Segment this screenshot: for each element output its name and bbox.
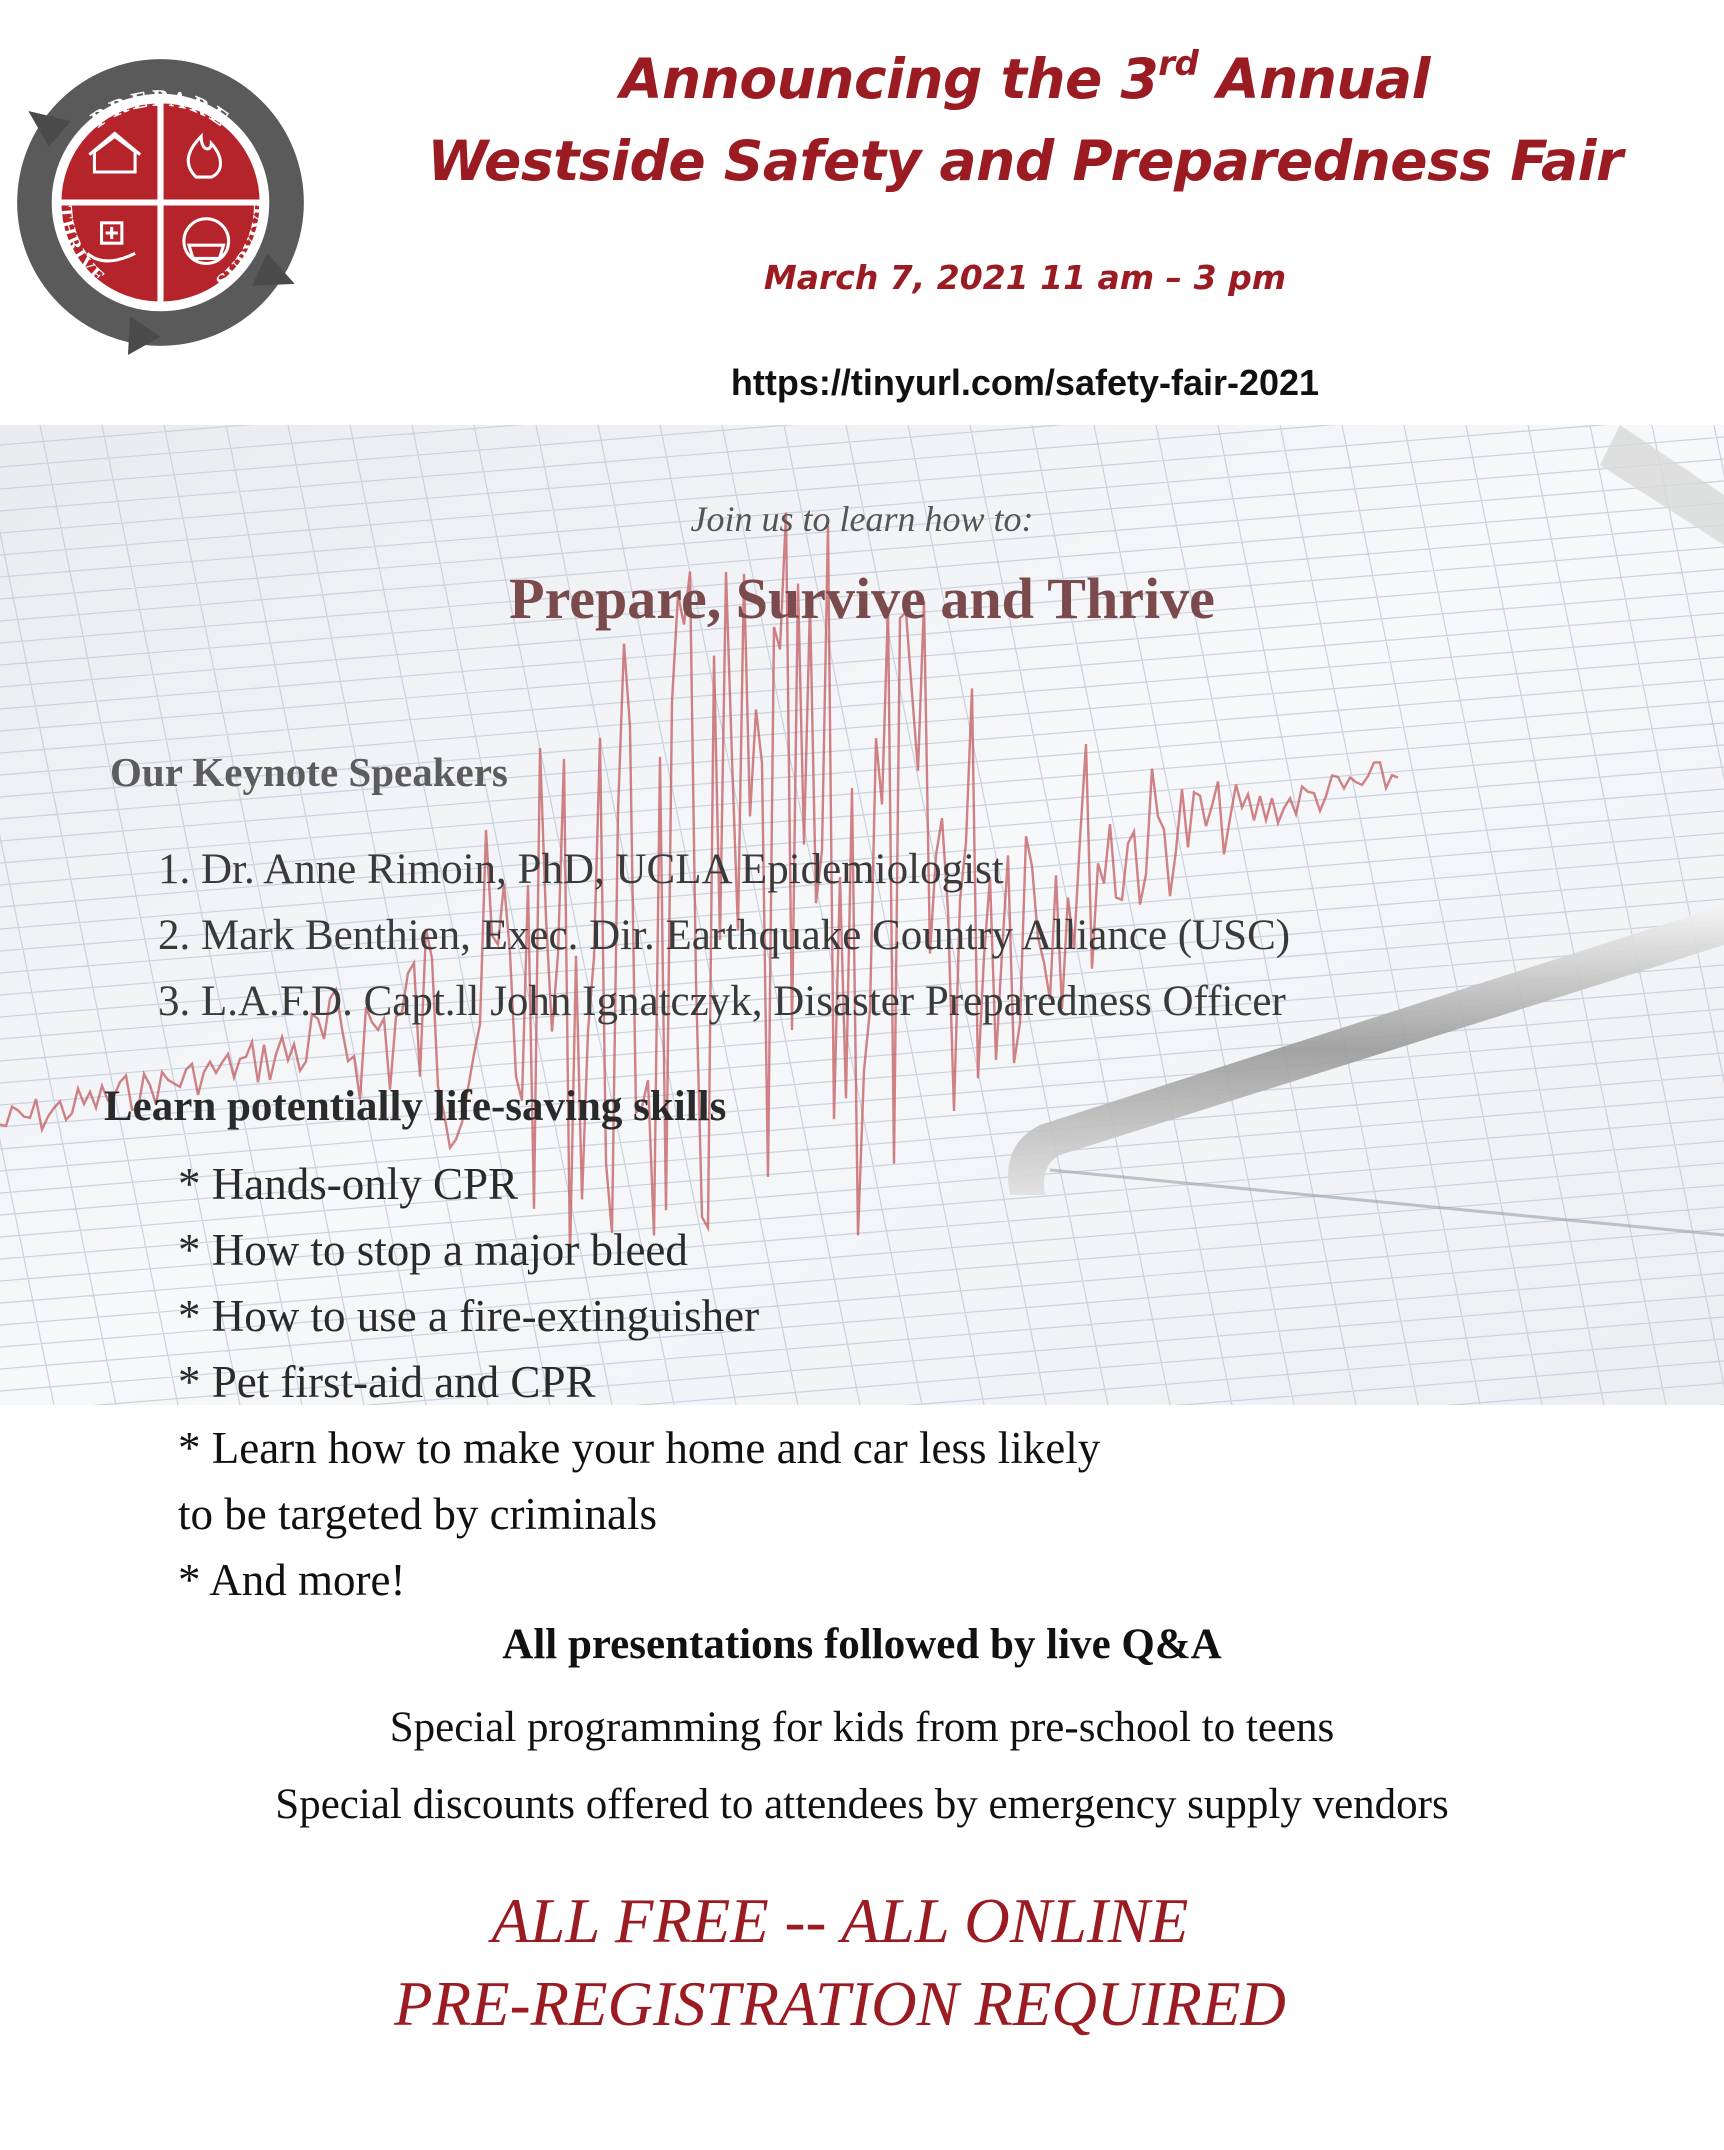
cta-preregistration: PRE-REGISTRATION REQUIRED [394,1969,1286,2039]
join-intro: Join us to learn how to: [690,499,1034,539]
skill-item-continuation: to be targeted by criminals [178,1489,658,1539]
title-prefix: Announcing the 3 [619,47,1159,111]
speaker-item: 1. Dr. Anne Rimoin, PhD, UCLA Epidemiologist [158,846,1004,893]
logo-ring-survive: SURVIVE [212,199,272,293]
event-title-line2: Westside Safety and Preparedness Fair [427,129,1623,193]
cta-free-online: ALL FREE -- ALL ONLINE [491,1886,1189,1956]
discounts-note: Special discounts offered to attendees by emergency supply vendors [275,1781,1449,1828]
speakers-heading: Our Keynote Speakers [110,749,508,795]
skill-item: * How to use a fire-extinguisher [178,1291,760,1341]
title-suffix: Annual [1198,47,1431,111]
prepare-survive-thrive-logo [8,50,313,355]
skill-item: * How to stop a major bleed [178,1225,688,1275]
event-title-line1 [360,43,1690,115]
speaker-item: 3. L.A.F.D. Capt.ll John Ignatczyk, Disaster Preparedness Officer [158,978,1286,1025]
skills-heading: Learn potentially life-saving skills [104,1083,727,1130]
kids-note: Special programming for kids from pre-school to teens [389,1704,1335,1751]
registration-link[interactable]: https://tinyurl.com/safety-fair-2021 [730,362,1320,403]
skill-item: * Hands-only CPR [178,1159,519,1209]
tagline: Prepare, Survive and Thrive [509,566,1215,631]
speaker-item: 2. Mark Benthien, Exec. Dir. Earthquake Country Alliance (USC) [158,912,1291,959]
skill-item: * Learn how to make your home and car less likely [178,1423,1101,1473]
logo-ring-prepare: PREPARE [86,86,235,134]
skill-item: * And more! [178,1555,406,1605]
logo-ring-thrive: THRIVE [54,205,109,289]
skill-item: * Pet first-aid and CPR [178,1357,596,1407]
title-ordinal: rd [1158,43,1199,84]
qa-note: All presentations followed by live Q&A [502,1621,1222,1668]
event-date: March 7, 2021 11 am – 3 pm [763,258,1287,297]
